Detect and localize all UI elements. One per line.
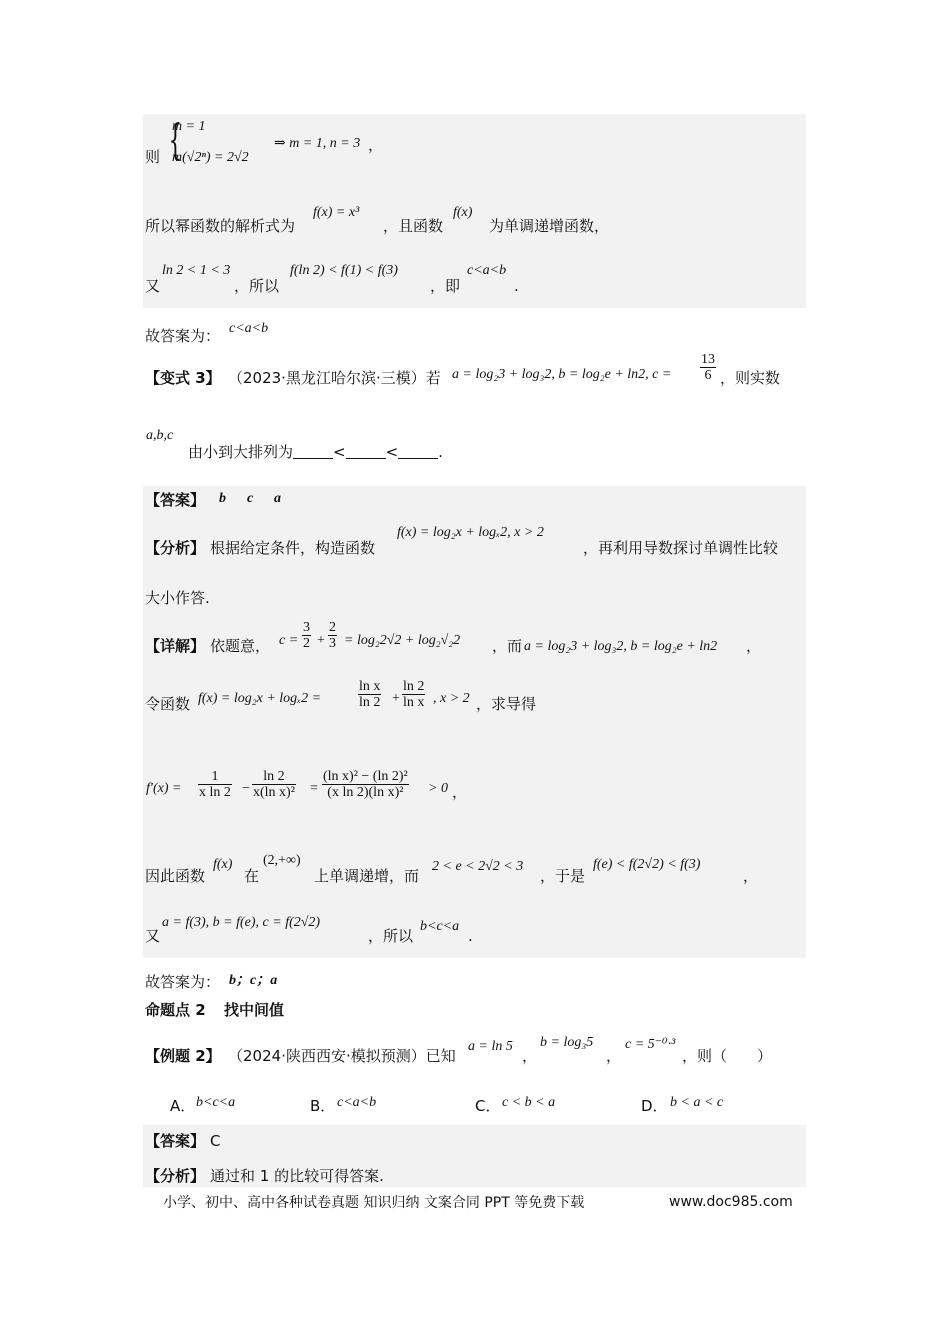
variant-formula: a = log₂3 + log₃2, b = log₂e + ln2, c =: [452, 367, 672, 382]
comma: ，: [452, 783, 468, 801]
option-d-value[interactable]: b < a < c: [670, 1095, 724, 1110]
answer-a: a: [274, 491, 281, 506]
equals: =: [310, 781, 318, 796]
text: 又: [145, 277, 161, 295]
fraction-13-6: $\frac{13}{6}$: [701, 352, 715, 383]
answer-label: 故答案为：: [145, 973, 221, 991]
formula: f(x) = log₂x + logₓ2, x > 2: [397, 525, 544, 540]
brace-icon: {: [168, 115, 183, 164]
plus: +: [392, 691, 400, 706]
example-source: （2024·陕西西安·模拟预测）已知: [228, 1047, 456, 1065]
fraction: $\frac{3}{2}$: [303, 620, 310, 651]
analysis-tag: 【分析】: [145, 539, 206, 557]
answer-b: b: [219, 491, 226, 506]
text: ，于是: [540, 867, 586, 885]
formula: c<a<b: [467, 263, 507, 278]
text: 大小作答.: [145, 589, 210, 607]
formula: f(e) < f(2√2) < f(3): [593, 857, 701, 872]
variant-source: （2023·黑龙江哈尔滨·三模）若: [228, 369, 441, 387]
formula: f(x) = x³: [313, 205, 360, 220]
text: ，且函数: [383, 217, 444, 235]
text: .: [514, 277, 519, 295]
answer-tag: 【答案】: [145, 491, 206, 509]
text: ，求导得: [476, 695, 537, 713]
fraction: $\frac{\ln 2}{\text{ln x}}$: [403, 679, 425, 710]
formula: a = f(3), b = f(e), c = f(2√2): [162, 915, 321, 930]
formula: f(x): [213, 857, 233, 872]
text: ，: [743, 867, 759, 885]
text: ，所以: [368, 927, 414, 945]
formula: c = 5⁻⁰·³: [625, 1037, 676, 1052]
fraction: $\frac{\ln 2}{\text{x(ln x)²}}$: [253, 769, 295, 800]
system-bottom: m(√2ⁿ) = 2√2: [172, 150, 249, 165]
text: 根据给定条件，构造函数: [210, 539, 376, 557]
text: 在: [244, 867, 260, 885]
formula: f(ln 2) < f(1) < f(3): [290, 263, 398, 278]
option-c-value[interactable]: c < b < a: [502, 1095, 556, 1110]
derivative-lhs: f′(x) =: [146, 781, 182, 796]
fraction: $\frac{2}{3}$: [329, 620, 336, 651]
text: 令函数: [145, 695, 191, 713]
analysis-text: 通过和 1 的比较可得答案.: [210, 1167, 384, 1185]
option-a-value[interactable]: b<c<a: [196, 1095, 236, 1110]
blank-3[interactable]: [398, 444, 438, 459]
analysis-tag: 【分析】: [145, 1167, 206, 1185]
comma: ，: [606, 1047, 622, 1065]
plus: +: [317, 633, 325, 648]
text: ，即: [430, 277, 461, 295]
topic-label: 命题点 2: [145, 1001, 206, 1019]
footer-text: 小学、初中、高中各种试卷真题 知识归纳 文案合同 PPT 等免费下载: [163, 1195, 585, 1211]
minus: −: [242, 781, 250, 796]
fraction: $\frac{\text{ln x}}{\ln 2}$: [359, 679, 381, 710]
system-top: m = 1: [172, 119, 206, 134]
fraction: $\frac{1}{\text{x ln 2}}$: [199, 769, 231, 800]
answer-value: c<a<b: [229, 321, 269, 336]
option-a-letter[interactable]: A．: [170, 1097, 196, 1115]
formula: c =: [279, 633, 299, 648]
text: 由小到大排列为 < < .: [188, 443, 443, 461]
formula: a = ln 5: [468, 1039, 513, 1054]
text: ，则实数: [720, 369, 781, 387]
option-d-letter[interactable]: D．: [641, 1097, 668, 1115]
text: 上单调递增，而: [314, 867, 420, 885]
text: ，所以: [234, 277, 280, 295]
text: ，: [746, 637, 762, 655]
formula: f(x) = log₂x + logₓ2 =: [198, 691, 322, 706]
answer-label: 故答案为：: [145, 327, 221, 345]
text: 因此函数: [145, 867, 206, 885]
text: ，则（ ）: [682, 1047, 773, 1065]
formula: 2 < e < 2√2 < 3: [432, 859, 524, 874]
option-c-letter[interactable]: C．: [475, 1097, 501, 1115]
answer-value: C: [210, 1132, 221, 1150]
answer-tag: 【答案】: [145, 1132, 206, 1150]
formula: b = log₃5: [540, 1035, 594, 1050]
text: 又: [145, 927, 161, 945]
variant-tag: 【变式 3】: [145, 369, 221, 387]
text: ，再利用导数探讨单调性比较: [583, 539, 779, 557]
text: 所以幂函数的解析式为: [145, 217, 296, 235]
example-tag: 【例题 2】: [145, 1047, 221, 1065]
footer-url[interactable]: www.doc985.com: [669, 1194, 793, 1210]
formula: b<c<a: [420, 919, 460, 934]
formula: > 0: [428, 781, 448, 796]
system-result: ⇒ m = 1, n = 3: [274, 136, 361, 151]
answer-c: c: [247, 491, 254, 506]
text: .: [468, 927, 473, 945]
formula: = log₂2√2 + log₂√₂2: [344, 633, 461, 648]
formula: (2,+∞): [263, 853, 301, 868]
text: 为单调递增函数，: [489, 217, 610, 235]
formula: , x > 2: [433, 691, 470, 706]
detail-tag: 【详解】: [145, 637, 206, 655]
option-b-letter[interactable]: B．: [310, 1097, 336, 1115]
topic-title: 找中间值: [224, 1001, 285, 1019]
text: ，而: [492, 637, 523, 655]
formula: ln 2 < 1 < 3: [162, 263, 231, 278]
variables: a,b,c: [146, 428, 174, 443]
comma: ，: [522, 1047, 538, 1065]
formula: f(x): [453, 205, 473, 220]
text: 依题意，: [210, 637, 271, 655]
comma: ，: [368, 136, 384, 154]
fraction: $\frac{\text{(ln x)² − (ln 2)²}}{\text{(x ln 2)(ln x)²}}$: [323, 769, 408, 800]
blank-2[interactable]: [346, 444, 386, 459]
footer: [163, 1192, 584, 1212]
option-b-value[interactable]: c<a<b: [337, 1095, 377, 1110]
then-label: 则: [145, 148, 161, 166]
answer-value: b；c；a: [229, 973, 278, 988]
formula: a = log₂3 + log₃2, b = log₂e + ln2: [524, 639, 718, 654]
blank-1[interactable]: [293, 444, 333, 459]
